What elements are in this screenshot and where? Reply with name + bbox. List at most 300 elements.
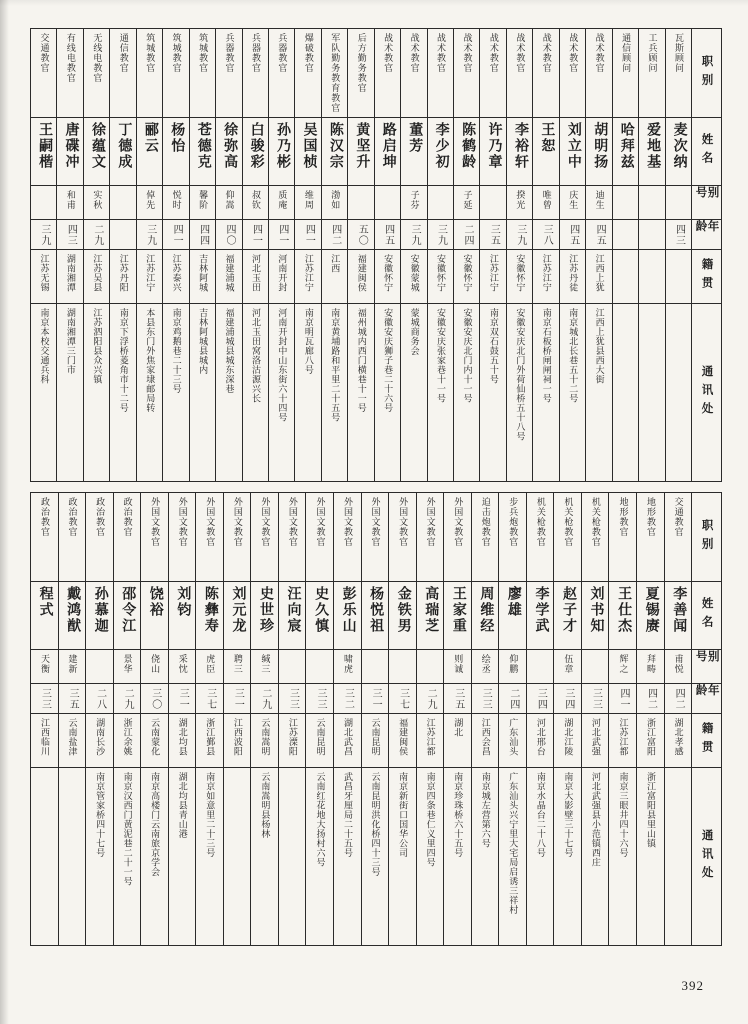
age-cell — [499, 683, 526, 713]
address-cell — [196, 767, 223, 945]
name-cell — [84, 117, 109, 185]
alias-cell-text: 子延 — [462, 190, 473, 210]
address-cell-text: 云南红花地大扬村六号 — [315, 772, 326, 867]
address-cell-text: 南京城左营第六号 — [480, 772, 491, 848]
position-cell — [243, 29, 268, 117]
position-cell-text: 外国文教官 — [425, 497, 436, 547]
row-header-alias — [692, 649, 721, 683]
address-cell — [295, 303, 320, 481]
row-header-label: 籍贯 — [700, 722, 713, 759]
address-cell — [507, 303, 532, 481]
position-cell — [507, 29, 532, 117]
name-cell-text: 杨悦祖 — [368, 586, 384, 634]
address-cell — [499, 767, 526, 945]
origin-cell-text: 安徽蒙城 — [409, 254, 420, 292]
age-cell — [527, 683, 554, 713]
position-cell-text: 战术教官 — [462, 33, 473, 73]
position-cell — [560, 29, 585, 117]
address-cell — [84, 303, 109, 481]
name-cell-text: 程式 — [37, 586, 53, 618]
address-cell — [533, 303, 558, 481]
origin-cell-text: 河北玉田 — [250, 254, 261, 292]
origin-cell — [224, 713, 251, 767]
alias-cell — [417, 649, 444, 683]
alias-cell — [84, 185, 109, 219]
roster-column — [581, 493, 609, 945]
roster-column — [321, 29, 347, 481]
position-cell-text: 战术教官 — [488, 33, 499, 73]
position-cell — [279, 493, 306, 581]
age-cell — [243, 219, 268, 249]
age-cell — [554, 683, 581, 713]
name-cell-text: 刘书知 — [588, 586, 604, 634]
age-cell — [269, 219, 294, 249]
origin-cell-text: 安徽怀宁 — [515, 254, 526, 292]
roster-column — [215, 29, 241, 481]
address-cell — [110, 303, 135, 481]
roster-column — [58, 493, 86, 945]
alias-cell — [295, 185, 320, 219]
origin-cell-text: 江西上犹 — [594, 254, 605, 292]
roster-column — [665, 29, 691, 481]
roster-column — [374, 29, 400, 481]
age-cell-text: 三一 — [370, 687, 382, 710]
row-header-label: 姓名 — [700, 133, 713, 170]
alias-cell — [527, 649, 554, 683]
address-cell-text: 福建浦城县城东深巷 — [224, 308, 235, 394]
alias-cell — [637, 649, 664, 683]
alias-cell — [269, 185, 294, 219]
roster-column — [636, 493, 664, 945]
position-cell-text: 交通教官 — [673, 497, 684, 537]
address-cell — [243, 303, 268, 481]
age-cell — [507, 219, 532, 249]
roster-column — [400, 29, 426, 481]
position-cell — [137, 29, 162, 117]
origin-cell-text: 安徽怀宁 — [462, 254, 473, 292]
name-cell-text: 苍德克 — [195, 122, 211, 170]
alias-cell — [163, 185, 188, 219]
name-cell — [554, 581, 581, 649]
position-cell-text: 机关枪教官 — [563, 497, 574, 547]
name-cell — [57, 117, 82, 185]
alias-cell — [141, 649, 168, 683]
age-cell — [31, 219, 56, 249]
row-header-age — [692, 683, 721, 713]
name-cell — [533, 117, 558, 185]
address-cell — [613, 303, 638, 481]
name-cell-text: 杨怡 — [169, 122, 185, 154]
age-cell — [110, 219, 135, 249]
name-cell — [480, 117, 505, 185]
alias-cell-text: 揆光 — [515, 190, 526, 210]
address-cell — [444, 767, 471, 945]
name-cell-text: 赵子才 — [561, 586, 576, 634]
origin-cell-text: 云南昆明 — [370, 718, 381, 756]
address-cell-text: 福州城内西门横巷十一号 — [356, 308, 367, 413]
age-cell — [334, 683, 361, 713]
age-cell — [444, 683, 471, 713]
row-header-column — [691, 493, 721, 945]
roster-column — [347, 29, 373, 481]
address-cell-text: 南京如意里二十三号 — [205, 772, 216, 858]
age-cell-text: 三九 — [144, 223, 156, 246]
age-cell-text: 二四 — [507, 687, 519, 710]
age-cell — [31, 683, 58, 713]
origin-cell — [507, 249, 532, 303]
origin-cell-text: 湖北 — [453, 718, 464, 737]
alias-cell-text: 缄三 — [260, 654, 271, 674]
name-cell — [243, 117, 268, 185]
roster-column — [56, 29, 82, 481]
alias-cell-text: 仰嵩 — [224, 190, 235, 210]
roster-column — [31, 493, 58, 945]
position-cell — [224, 493, 251, 581]
name-cell-text: 刘钧 — [175, 586, 191, 618]
address-cell — [169, 767, 196, 945]
position-cell-text: 战术教官 — [594, 33, 605, 73]
origin-cell — [137, 249, 162, 303]
address-cell — [137, 303, 162, 481]
origin-cell-text: 河南开封 — [277, 254, 288, 292]
origin-cell — [389, 713, 416, 767]
age-cell — [613, 219, 638, 249]
age-cell — [389, 683, 416, 713]
name-cell — [609, 581, 636, 649]
address-cell — [141, 767, 168, 945]
origin-cell-text: 云南蒙化 — [150, 718, 161, 756]
origin-cell-text: 浙江鄞县 — [205, 718, 216, 756]
alias-cell — [57, 185, 82, 219]
name-cell — [389, 581, 416, 649]
origin-cell-text: 江苏江宁 — [303, 254, 314, 292]
position-cell — [110, 29, 135, 117]
origin-cell — [637, 713, 664, 767]
roster-column — [453, 29, 479, 481]
name-cell-text: 白骏彩 — [248, 122, 264, 170]
age-cell-text: 四三 — [673, 223, 685, 246]
position-cell-text: 瓦斯顾问 — [673, 33, 684, 73]
address-cell-text: 河北武强县小范镇西庄 — [590, 772, 601, 867]
roster-column — [664, 493, 692, 945]
position-cell-text: 筑城教官 — [145, 33, 156, 73]
name-cell-text: 陈鹤龄 — [460, 122, 476, 170]
origin-cell-text: 江西临川 — [39, 718, 50, 756]
name-cell-text: 孙慕迦 — [92, 586, 108, 634]
position-cell-text: 战术教官 — [383, 33, 394, 73]
origin-cell-text: 江苏江都 — [425, 718, 436, 756]
alias-cell — [454, 185, 479, 219]
alias-cell-text: 质庵 — [277, 190, 288, 210]
name-cell-text: 郦云 — [142, 122, 158, 154]
position-cell-text: 地形教官 — [646, 497, 657, 537]
alias-cell — [582, 649, 609, 683]
name-cell-text: 陈汉宗 — [327, 122, 343, 170]
page-number: 392 — [681, 978, 704, 993]
position-cell — [533, 29, 558, 117]
origin-cell-text: 江苏溧阳 — [287, 718, 298, 756]
address-cell — [375, 303, 400, 481]
name-cell-text: 王仕杰 — [616, 586, 632, 634]
position-cell — [665, 493, 692, 581]
address-cell-text: 河北玉田窝洛沽源兴长 — [250, 308, 261, 403]
alias-cell-text: 倬先 — [145, 190, 156, 210]
position-cell-text: 战术教官 — [515, 33, 526, 73]
age-cell-text: 四一 — [303, 223, 315, 246]
origin-cell — [444, 713, 471, 767]
alias-cell-text: 庆生 — [568, 190, 579, 210]
address-cell — [637, 767, 664, 945]
alias-cell-text: 绘丞 — [480, 654, 491, 674]
alias-cell — [322, 185, 347, 219]
name-cell — [499, 581, 526, 649]
name-cell — [216, 117, 241, 185]
age-cell — [196, 683, 223, 713]
name-cell — [224, 581, 251, 649]
name-cell — [251, 581, 278, 649]
roster-column — [31, 29, 56, 481]
position-cell-text: 兵器教官 — [250, 33, 261, 73]
alias-cell — [31, 185, 56, 219]
origin-cell — [59, 713, 86, 767]
position-cell-text: 政治教官 — [67, 497, 78, 537]
age-cell — [141, 683, 168, 713]
age-cell-text: 三五 — [67, 687, 79, 710]
origin-cell-text: 吉林阿城 — [198, 254, 209, 292]
alias-cell — [444, 649, 471, 683]
address-cell-text: 南京大影壁三十七号 — [563, 772, 574, 858]
name-cell-text: 王嗣楷 — [37, 122, 53, 170]
position-cell — [428, 29, 453, 117]
address-cell-text: 湖南湘潭三门市 — [65, 308, 76, 375]
address-cell — [417, 767, 444, 945]
roster-column — [388, 493, 416, 945]
alias-cell — [362, 649, 389, 683]
roster-column — [113, 493, 141, 945]
origin-cell-text: 湖北均县 — [177, 718, 188, 756]
age-cell-text: 四一 — [250, 223, 262, 246]
name-cell — [334, 581, 361, 649]
age-cell — [348, 219, 373, 249]
alias-cell — [480, 185, 505, 219]
origin-cell-text: 河北邢台 — [535, 718, 546, 756]
position-cell — [417, 493, 444, 581]
address-cell-text: 南京明瓦廊八号 — [303, 308, 314, 375]
row-header-label: 职别 — [700, 518, 713, 556]
address-cell — [609, 767, 636, 945]
roster-column — [136, 29, 162, 481]
origin-cell-text: 江西会昌 — [480, 718, 491, 756]
address-cell — [31, 303, 56, 481]
age-cell-text: 四三 — [65, 223, 77, 246]
alias-cell-text: 实秋 — [92, 190, 103, 210]
origin-cell — [609, 713, 636, 767]
name-cell-text: 丁德成 — [116, 122, 132, 170]
age-cell-text: 三八 — [541, 223, 553, 246]
address-cell-text: 南京城北长巷五十二号 — [568, 308, 579, 403]
name-cell-text: 王恕 — [539, 122, 555, 154]
roster-column — [526, 493, 554, 945]
address-cell — [560, 303, 585, 481]
alias-cell — [306, 649, 333, 683]
position-cell — [472, 493, 499, 581]
position-cell — [251, 493, 278, 581]
address-cell — [224, 767, 251, 945]
position-cell-text: 交通教官 — [39, 33, 50, 73]
alias-cell-text: 景华 — [122, 654, 133, 674]
name-cell-text: 哈拜兹 — [618, 122, 634, 170]
origin-cell — [454, 249, 479, 303]
age-cell — [59, 683, 86, 713]
origin-cell-text: 福建闽侯 — [356, 254, 367, 292]
age-cell — [279, 683, 306, 713]
age-cell — [114, 683, 141, 713]
row-header-label: 年龄 — [694, 220, 719, 239]
address-cell-text: 蒙城商务会 — [409, 308, 420, 356]
name-cell — [295, 117, 320, 185]
alias-cell — [114, 649, 141, 683]
age-cell-text: 二四 — [461, 223, 473, 246]
position-cell — [554, 493, 581, 581]
age-cell-text: 三三 — [590, 687, 602, 710]
origin-cell — [57, 249, 82, 303]
address-cell-text: 南京四条巷仁义里四号 — [425, 772, 436, 867]
age-cell — [609, 683, 636, 713]
address-cell-text: 云南嵩明县杨林 — [260, 772, 271, 839]
name-cell-text: 许乃章 — [486, 122, 502, 170]
age-cell — [137, 219, 162, 249]
age-cell — [582, 683, 609, 713]
age-cell-text: 三五 — [452, 687, 464, 710]
position-cell-text: 外国文教官 — [287, 497, 298, 547]
name-cell — [472, 581, 499, 649]
alias-cell-text: 悦时 — [171, 190, 182, 210]
address-cell — [665, 767, 692, 945]
position-cell — [613, 29, 638, 117]
roster-column — [223, 493, 251, 945]
origin-cell-text: 江西 — [330, 254, 341, 273]
position-cell-text: 政治教官 — [95, 497, 106, 537]
age-cell-text: 四四 — [197, 223, 209, 246]
name-cell-text: 李少初 — [433, 122, 449, 170]
origin-cell-text: 江苏丹阳 — [118, 254, 129, 292]
name-cell-text: 孙乃彬 — [275, 122, 290, 170]
position-cell-text: 外国文教官 — [453, 497, 464, 547]
position-cell-text: 政治教官 — [122, 497, 133, 537]
age-cell — [190, 219, 215, 249]
name-cell — [348, 117, 373, 185]
row-header-column — [691, 29, 721, 481]
name-cell-text: 唐碟冲 — [63, 122, 79, 170]
age-cell — [84, 219, 109, 249]
origin-cell — [84, 249, 109, 303]
age-cell — [322, 219, 347, 249]
alias-cell — [639, 185, 664, 219]
origin-cell — [31, 249, 56, 303]
address-cell-text: 南京黄埔路和平里二十五号 — [330, 308, 341, 422]
address-cell-text: 南京石板桥闸闸祠一号 — [541, 308, 552, 403]
origin-cell — [190, 249, 215, 303]
roster-column — [612, 29, 638, 481]
name-cell-text: 徐弥高 — [222, 122, 238, 170]
position-cell — [666, 29, 691, 117]
alias-cell-text: 和甫 — [65, 190, 76, 210]
alias-cell — [190, 185, 215, 219]
address-cell-text: 南京高楼门云南旅京学会 — [150, 772, 161, 877]
origin-cell — [279, 713, 306, 767]
name-cell-text: 刘立中 — [565, 122, 581, 170]
origin-cell — [114, 713, 141, 767]
name-cell — [560, 117, 585, 185]
name-cell — [375, 117, 400, 185]
alias-cell-text: 啸虎 — [343, 654, 353, 674]
row-header-label: 籍贯 — [700, 258, 713, 295]
age-cell — [169, 683, 196, 713]
position-cell — [169, 493, 196, 581]
position-cell-text: 外国文教官 — [177, 497, 188, 547]
roster-column — [416, 493, 444, 945]
name-cell-text: 李学武 — [533, 586, 549, 634]
age-cell-text: 三九 — [514, 223, 526, 246]
origin-cell-text: 江苏江都 — [618, 718, 629, 756]
roster-column — [140, 493, 168, 945]
position-cell — [639, 29, 664, 117]
position-cell-text: 外国文教官 — [232, 497, 243, 547]
age-cell — [251, 683, 278, 713]
origin-cell — [554, 713, 581, 767]
alias-cell — [196, 649, 223, 683]
name-cell-text: 高瑞芝 — [423, 586, 439, 634]
address-cell — [582, 767, 609, 945]
origin-cell — [110, 249, 135, 303]
alias-cell-text: 辉之 — [618, 654, 629, 674]
row-header-address — [692, 767, 721, 945]
position-cell — [295, 29, 320, 117]
age-cell-text: 二九 — [122, 687, 134, 710]
origin-cell-text: 江苏江宁 — [145, 254, 156, 292]
address-cell — [114, 767, 141, 945]
name-cell-text: 周维经 — [478, 586, 494, 634]
name-cell — [507, 117, 532, 185]
address-cell-text: 湖北均县青山港 — [177, 772, 188, 839]
age-cell — [480, 219, 505, 249]
origin-cell-text: 湖北武昌 — [343, 718, 353, 756]
name-cell — [362, 581, 389, 649]
position-cell-text: 筑城教官 — [171, 33, 182, 73]
origin-cell — [362, 713, 389, 767]
name-cell — [417, 581, 444, 649]
origin-cell — [527, 713, 554, 767]
age-cell — [472, 683, 499, 713]
alias-cell-text: 渤如 — [330, 190, 341, 210]
position-cell — [163, 29, 188, 117]
address-cell — [59, 767, 86, 945]
address-cell-text: 云南昆明洪化桥四十三号 — [370, 772, 381, 877]
name-cell — [637, 581, 664, 649]
alias-cell-text: 采忱 — [177, 654, 188, 674]
age-cell — [665, 683, 692, 713]
origin-cell-text: 江苏吴县 — [92, 254, 103, 292]
origin-cell-text: 湖南长沙 — [95, 718, 106, 756]
alias-cell — [554, 649, 581, 683]
position-cell — [322, 29, 347, 117]
roster-column — [168, 493, 196, 945]
alias-cell — [428, 185, 453, 219]
position-cell — [216, 29, 241, 117]
position-cell-text: 外国文教官 — [150, 497, 161, 547]
position-cell-text: 兵器教官 — [224, 33, 235, 73]
origin-cell-text: 江苏江宁 — [488, 254, 499, 292]
